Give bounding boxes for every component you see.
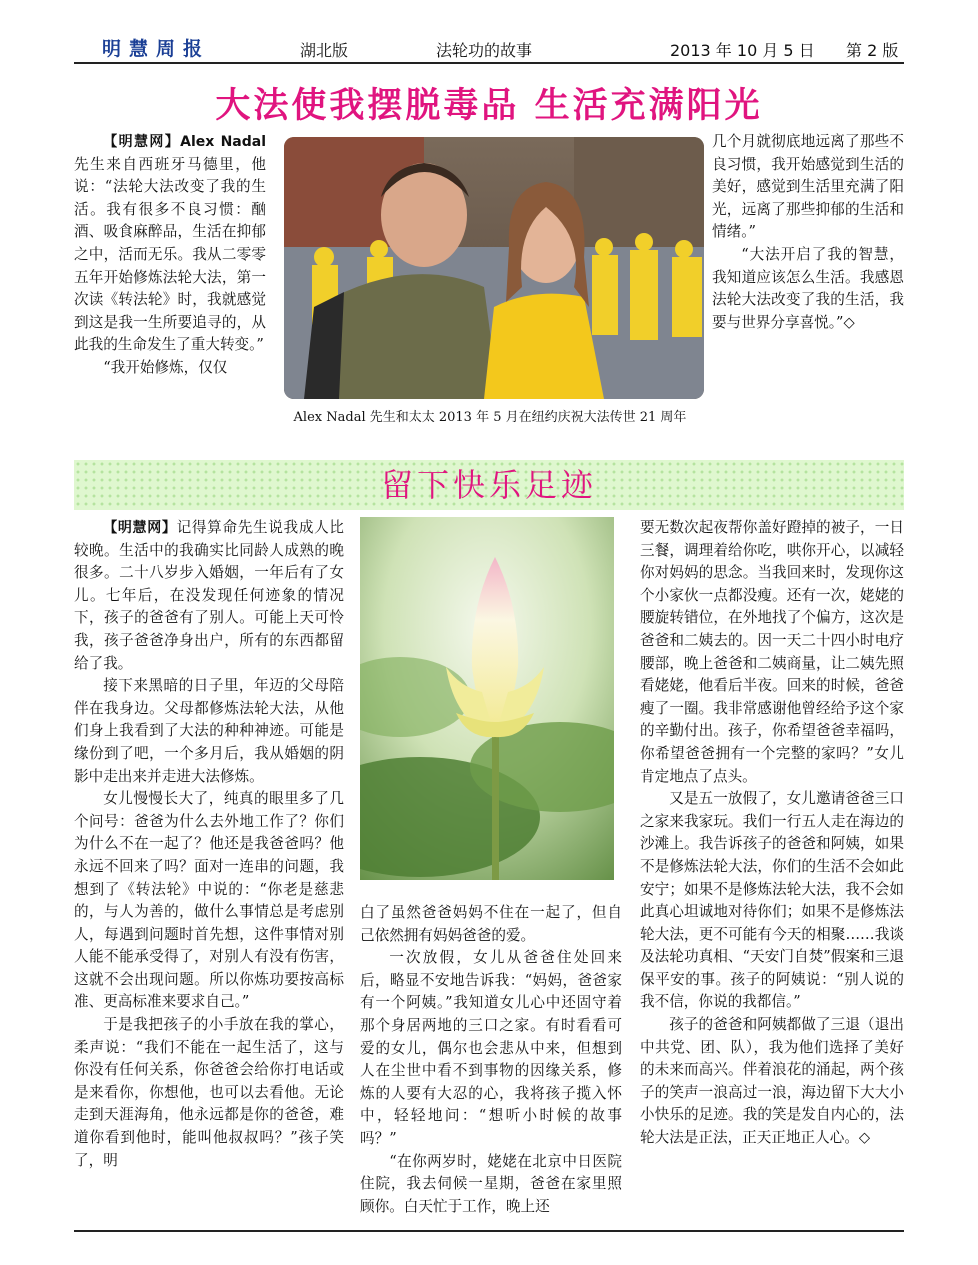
article1-paragraph: “大法开启了我的智慧，我知道应该怎么生活。我感恩法轮大法改变了我的生活，我要与世界分享喜悦。”◇ bbox=[712, 245, 904, 331]
page-number: 第 2 版 bbox=[846, 41, 899, 60]
page-header bbox=[74, 32, 904, 64]
article2-paragraph: 孩子的爸爸和阿姨都做了三退（退出中共党、团、队），我为他们选择了美好的未来而高兴。伴着浪花的涌起，两个孩子的笑声一浪高过一浪，海边留下大大小小快乐的足迹。我的笑是发自内心的，法轮大法是正法，正天正地正人心。◇ bbox=[640, 1016, 904, 1147]
article2-column-3 bbox=[640, 517, 904, 1150]
article2-column-2 bbox=[360, 902, 622, 1218]
bottom-rule bbox=[74, 1230, 904, 1232]
article1-title: 大法使我摆脱毒品 生活充满阳光 bbox=[215, 85, 763, 126]
article2-paragraph: 要无数次起夜帮你盖好蹬掉的被子，一日三餐，调理着给你吃，哄你开心，以减轻你对妈妈的思念。当我回来时，发现你这个小家伙一点都没瘦。还有一次，姥姥的腰旋转错位，在外地找了个偏方，这次是爸爸和二姨去的。因一天二十四小时电疗腰部，晚上爸爸和二姨商量，让二姨先照看姥姥，他看后半夜。回来的时候，爸爸瘦了一圈。我非常感谢他曾经给予这个家的辛勤付出。孩子，你希望爸爸幸福吗，你希望爸爸拥有一个完整的家吗？”女儿肯定地点了点头。 bbox=[640, 519, 904, 785]
article2-paragraph: 又是五一放假了，女儿邀请爸爸三口之家来我家玩。我们一行五人走在海边的沙滩上。我告诉孩子的爸爸和阿姨，如果不是修炼法轮大法，你们的生活不会如此安宁；如果不是修炼法轮大法，我不会如此真心坦诚地对待你们；如果不是修炼法轮大法，更不可能有今天的相聚……我谈及法轮功真相、“天安门自焚”假案和三退保平安的事。孩子的阿姨说：“别人说的我不信，你说的我都信。” bbox=[640, 790, 904, 1011]
article2-column-1 bbox=[74, 517, 344, 1172]
couple-photo-image bbox=[284, 137, 704, 399]
lotus-flower-image bbox=[360, 517, 614, 880]
article2-paragraph: 【明慧网】记得算命先生说我成人比较晚。生活中的我确实比同龄人成熟的晚很多。二十八岁步入婚姻，一年后有了女儿。七年后，在没发现任何迹象的情况下，孩子的爸爸有了别人。可能上天可怜我，孩子爸爸净身出户，所有的东西都留给了我。 bbox=[74, 519, 344, 672]
article2-paragraph: 接下来黑暗的日子里，年迈的父母陪伴在我身边。父母都修炼法轮大法，从他们身上我看到了大法的种种神迹。可能是缘份到了吧，一个多月后，我从婚姻的阴影中走出来并走进大法修炼。 bbox=[74, 677, 344, 785]
issue-date: 2013 年 10 月 5 日 bbox=[670, 41, 815, 60]
article2-title: 留下快乐足迹 bbox=[380, 466, 597, 504]
section-name: 法轮功的故事 bbox=[436, 41, 533, 60]
couple-photo bbox=[284, 137, 704, 399]
article2-paragraph: 一次放假，女儿从爸爸住处回来后，略显不安地告诉我：“妈妈，爸爸家有一个阿姨。”我知道女儿心中还固守着那个身居两地的三口之家。有时看看可爱的女儿，偶尔也会悲从中来，但想到人在尘世中看不到事物的因缘关系，修炼的人要有大忍的心，我将孩子揽入怀中，轻轻地问：“想听小时候的故事吗？” bbox=[360, 949, 622, 1147]
article1-photo-caption: Alex Nadal 先生和太太 2013 年 5 月在纽约庆祝大法传世 21 周年 bbox=[293, 410, 687, 425]
edition: 湖北版 bbox=[300, 41, 349, 60]
masthead: 明慧周报 bbox=[102, 38, 211, 60]
article2-lead: 【明慧网】 bbox=[103, 520, 177, 536]
article1-lead: 【明慧网】Alex Nadal bbox=[103, 134, 266, 150]
article1-paragraph: 【明慧网】Alex Nadal先生来自西班牙马德里，他说：“法轮大法改变了我的生活。我有很多不良习惯：酗酒、吸食麻醉品，生活在抑郁之中，活而无乐。我从二零零五年开始修炼法轮大法，第一次读《转法轮》时，我就感觉到这是我一生所要追寻的，从此我的生命发生了重大转变。” bbox=[74, 134, 266, 354]
article2-paragraph: 于是我把孩子的小手放在我的掌心，柔声说：“我们不能在一起生活了，这与你没有任何关系，你爸爸会给你打电话或是来看你，你想他，也可以去看他。无论走到天涯海角，他永远都是你的爸爸，难道你看到他时，能叫他叔叔吗？”孩子笑了，明 bbox=[74, 1016, 344, 1169]
article1-column-1 bbox=[74, 131, 266, 380]
article2-paragraph: “在你两岁时，姥姥在北京中日医院住院，我去伺候一星期，爸爸在家里照顾你。白天忙于工作，晚上还 bbox=[360, 1152, 622, 1215]
article2-paragraph: 白了虽然爸爸妈妈不住在一起了，但自己依然拥有妈妈爸爸的爱。 bbox=[360, 904, 622, 944]
lotus-photo bbox=[360, 517, 614, 880]
article1-column-3 bbox=[712, 131, 904, 334]
article1-paragraph: “我开始修炼，仅仅 bbox=[103, 358, 228, 376]
article2-paragraph: 女儿慢慢长大了，纯真的眼里多了几个问号：爸爸为什么去外地工作了？你们为什么不在一起了？他还是我爸爸吗？他永远不回来了吗？面对一连串的问题，我想到了《转法轮》中说的：“你老是慈悲的，与人为善的，做什么事情总是考虑别人，每遇到问题时首先想，这件事情对别人能不能承受得了，对别人有没有伤害，这就不会出现问题。所以你炼功要按高标准、更高标准来要求自己。” bbox=[74, 790, 344, 1011]
article1-paragraph: 几个月就彻底地远离了那些不良习惯，我开始感觉到生活的美好，感觉到生活里充满了阳光，远离了那些抑郁的生活和情绪。” bbox=[712, 133, 904, 241]
